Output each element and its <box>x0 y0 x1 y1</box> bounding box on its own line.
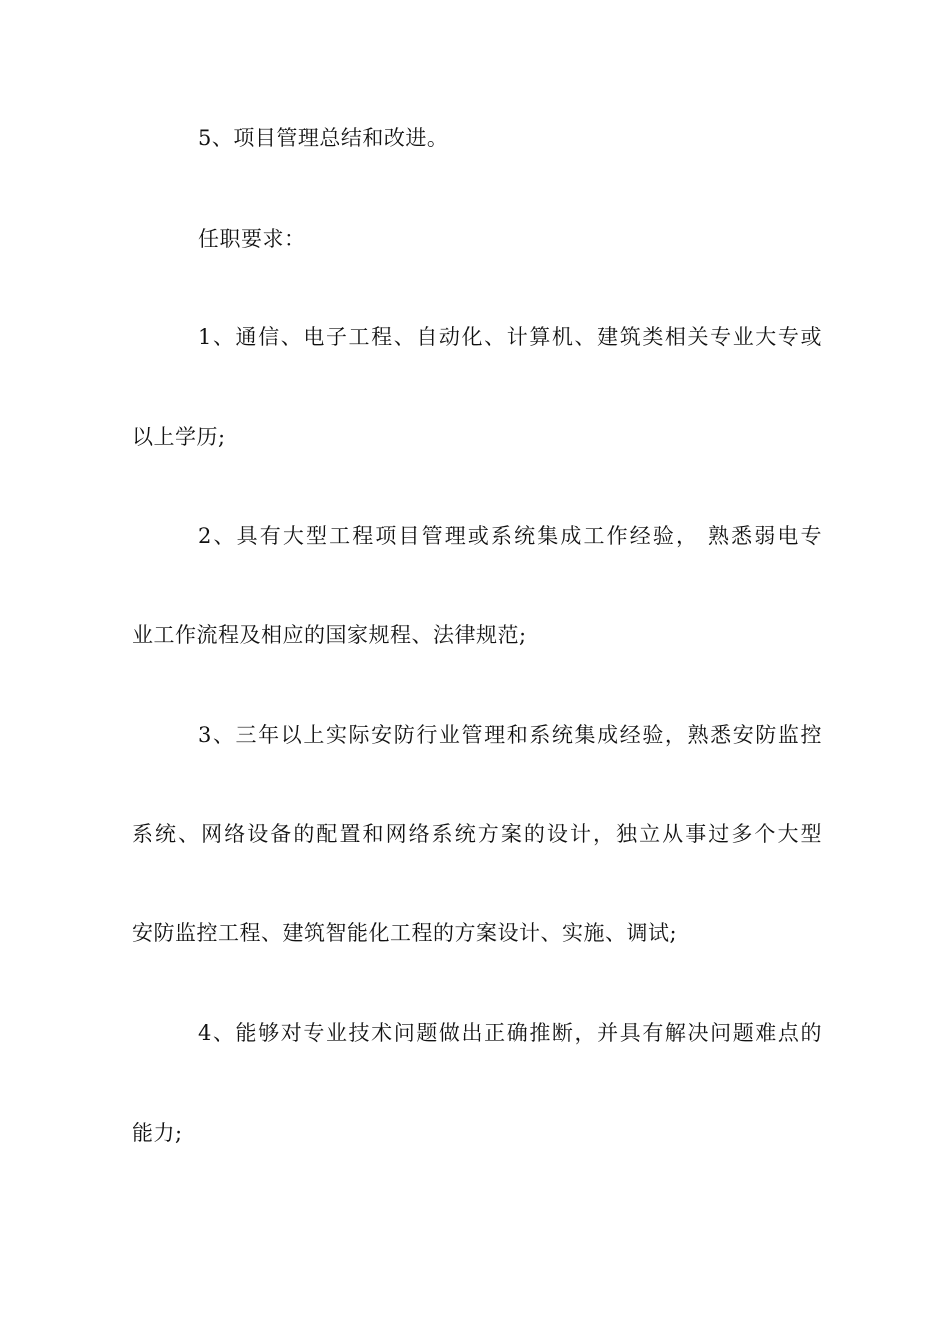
requirement-1-line-1: 1、通信、电子工程、自动化、计算机、建筑类相关专业大专或 <box>198 325 822 349</box>
requirement-1-line-2: 以上学历; <box>132 425 226 449</box>
requirement-3-line-2: 系统、网络设备的配置和网络系统方案的设计，独立从事过多个大型 <box>132 822 822 846</box>
requirement-3-line-1: 3、三年以上实际安防行业管理和系统集成经验，熟悉安防监控 <box>198 723 822 747</box>
requirement-4-line-1: 4、能够对专业技术问题做出正确推断，并具有解决问题难点的 <box>198 1021 822 1045</box>
requirement-4-line-2: 能力; <box>132 1121 183 1145</box>
requirement-2-line-2: 业工作流程及相应的国家规程、法律规范; <box>132 623 527 647</box>
requirements-heading: 任职要求： <box>198 227 306 251</box>
duty-item-5: 5、项目管理总结和改进。 <box>198 126 449 150</box>
requirement-3-line-3: 安防监控工程、建筑智能化工程的方案设计、实施、调试; <box>132 921 678 945</box>
requirement-2-line-1: 2、具有大型工程项目管理或系统集成工作经验， 熟悉弱电专 <box>198 524 822 548</box>
